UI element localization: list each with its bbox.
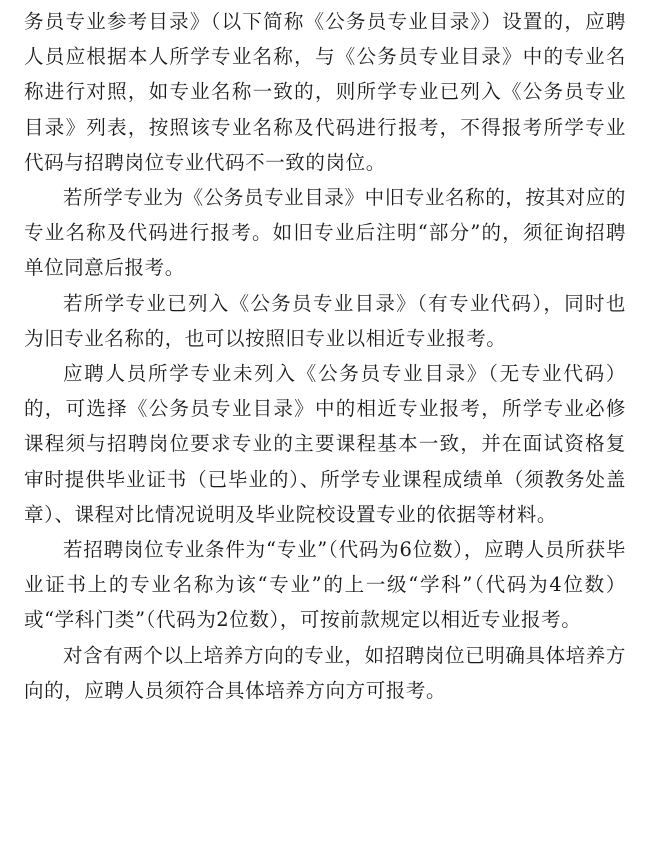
paragraph-old-major-names: 若所学专业为《公务员专业目录》中旧专业名称的，按其对应的专业名称及代码进行报考。如旧专业后注明“部分”的，须征询招聘单位同意后报考。 [24, 186, 626, 280]
paragraph-six-digit-code: 若招聘岗位专业条件为“专业”（代码为6位数），应聘人员所获毕业证书上的专业名称为该“专业”的上一级“学科”（代码为4位数）或“学科门类”（代码为2位数），可按前款规定以相近专业报考。 [24, 538, 626, 632]
paragraph-continuation: 务员专业参考目录》（以下简称《公务员专业目录》）设置的，应聘人员应根据本人所学专业名称，与《公务员专业目录》中的专业名称进行对照，如专业名称一致的，则所学专业已列入《公务员专业目录》列表，按照该专业名称及代码进行报考，不得报考所学专业代码与招聘岗位专业代码不一致的岗位。 [24, 10, 626, 174]
paragraph-listed-and-old: 若所学专业已列入《公务员专业目录》（有专业代码），同时也为旧专业名称的，也可以按照旧专业以相近专业报考。 [24, 291, 626, 350]
paragraph-unlisted-major: 应聘人员所学专业未列入《公务员专业目录》（无专业代码）的，可选择《公务员专业目录》中的相近专业报考，所学专业必修课程须与招聘岗位要求专业的主要课程基本一致，并在面试资格复审时提供毕业证书（已毕业的）、所学专业课程成绩单（须教务处盖章）、课程对比情况说明及毕业院校设置专业的依据等材料。 [24, 362, 626, 526]
paragraph-training-direction: 对含有两个以上培养方向的专业，如招聘岗位已明确具体培养方向的，应聘人员须符合具体培养方向方可报考。 [24, 643, 626, 702]
